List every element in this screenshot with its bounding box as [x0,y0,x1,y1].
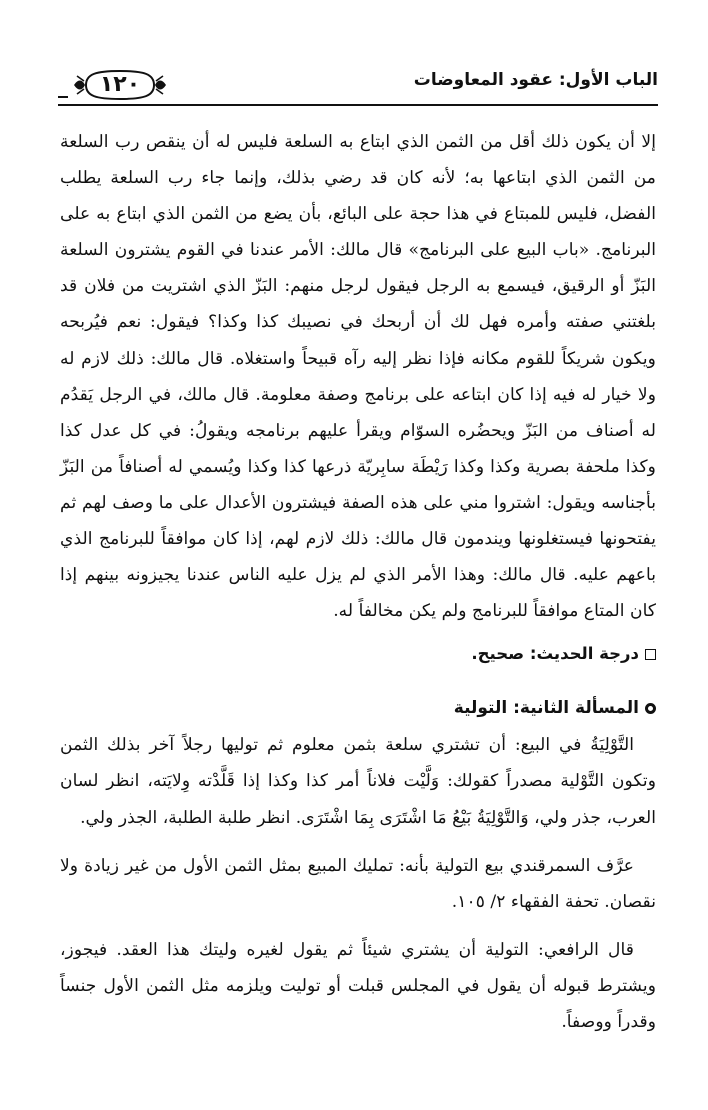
section-heading [60,691,656,725]
paragraph-hadith-text: إلا أن يكون ذلك أقل من الثمن الذي ابتاع به السلعة فليس له أن ينقص رب السلعة من الثمن الذي ابتاعها به؛ لأنه كان قد رضي بذلك، وإنما جاء رب السلعة يطلب الفضل، فليس للمبتاع في هذا حجة على البائع، بأن يضع من الثمن الذي ابتاع به على البرنامج. «باب البيع على البرنامج» قال مالك: الأمر عندنا في القوم يشترون السلعة البَزّ أو الرقيق، فيسمع به الرجل فيقول لرجل منهم: البَزّ الذي اشتريت من فلان قد بلغتني صفته وأمره فهل لك أن أربحك في نصيبك كذا وكذا؟ فيقول: نعم فيُربحه ويكون شريكاً للقوم مكانه فإذا نظر إليه رآه قبيحاً واستغلاه. قال مالك: ذلك لازم له ولا خيار له فيه إذا كان ابتاعه على برنامج وصفة معلومة. قال مالك، في الرجل يَقدُم له أصناف من البَزّ ويحضُره السوّام ويقرأ عليهم برنامجه ويقولُ: في كل عدل كذا وكذا ملحفة بصرية وكذا وكذا رَيْطَة سابِريّة ذرعها كذا وكذا ويُسمي له أصنافاً من البَزّ بأجناسه ويقول: اشتروا مني على هذه الصفة فيشترون الأعدال على ما وصف لهم ثم يفتحونها فيستغلونها ويندمون قال مالك: ذلك لازم لهم، إذا كان موافقاً للبرنامج الذي باعهم عليه. قال مالك: وهذا الأمر الذي لم يزل عليه الناس عندنا يجيزونه بينهم إذا كان المتاع موافقاً للبرنامج ولم يكن مخالفاً له. [60,132,656,622]
circle-bullet-icon [645,703,656,714]
paragraph-rafii: قال الرافعي: التولية أن يشتري شيئاً ثم يقول لغيره وليتك هذا العقد. فيجوز، ويشترط قبوله أن يقول في المجلس قبلت أو توليت ويلزمه مثل الثمن الأول جنساً وقدراً ووصفاً. [60,939,656,1032]
page-content [60,124,656,1040]
header-rule [58,104,658,106]
hadith-grade [60,639,656,669]
square-bullet-icon [645,649,656,660]
section-heading-text: المسألة الثانية: التولية [453,698,639,719]
paragraph-samarqandi: عرَّف السمرقندي بيع التولية بأنه: تمليك المبيع بمثل الثمن الأول من غير زيادة ولا نقصان. تحفة الفقهاء ٢/ ١٠٥. [60,855,656,912]
hadith-grade-text: درجة الحديث: صحيح. [471,644,639,664]
paragraph-tawliya-definition: التَّوْلِيَةُ في البيع: أن تشتري سلعة بثمن معلوم ثم توليها رجلاً آخر بذلك الثمن وتكون التَّوْلية مصدراً كقولك: وَلَّيْت فلاناً أمر كذا وكذا إذا قَلَّدْته وِلايَته، انظر لسان العرب، جذر ولي، وَالتَّوْلِيَةُ بَيْعُ مَا اشْتَرَى بِمَا اشْتَرَى. انظر طلبة الطلبة، الجذر ولي. [60,735,656,828]
chapter-title: الباب الأول: عقود المعاوضات [413,70,658,90]
page-header [58,66,658,110]
page-number: ١٢٠ [99,72,141,97]
page-number-ornament [72,68,168,102]
header-rule-short [58,96,68,98]
